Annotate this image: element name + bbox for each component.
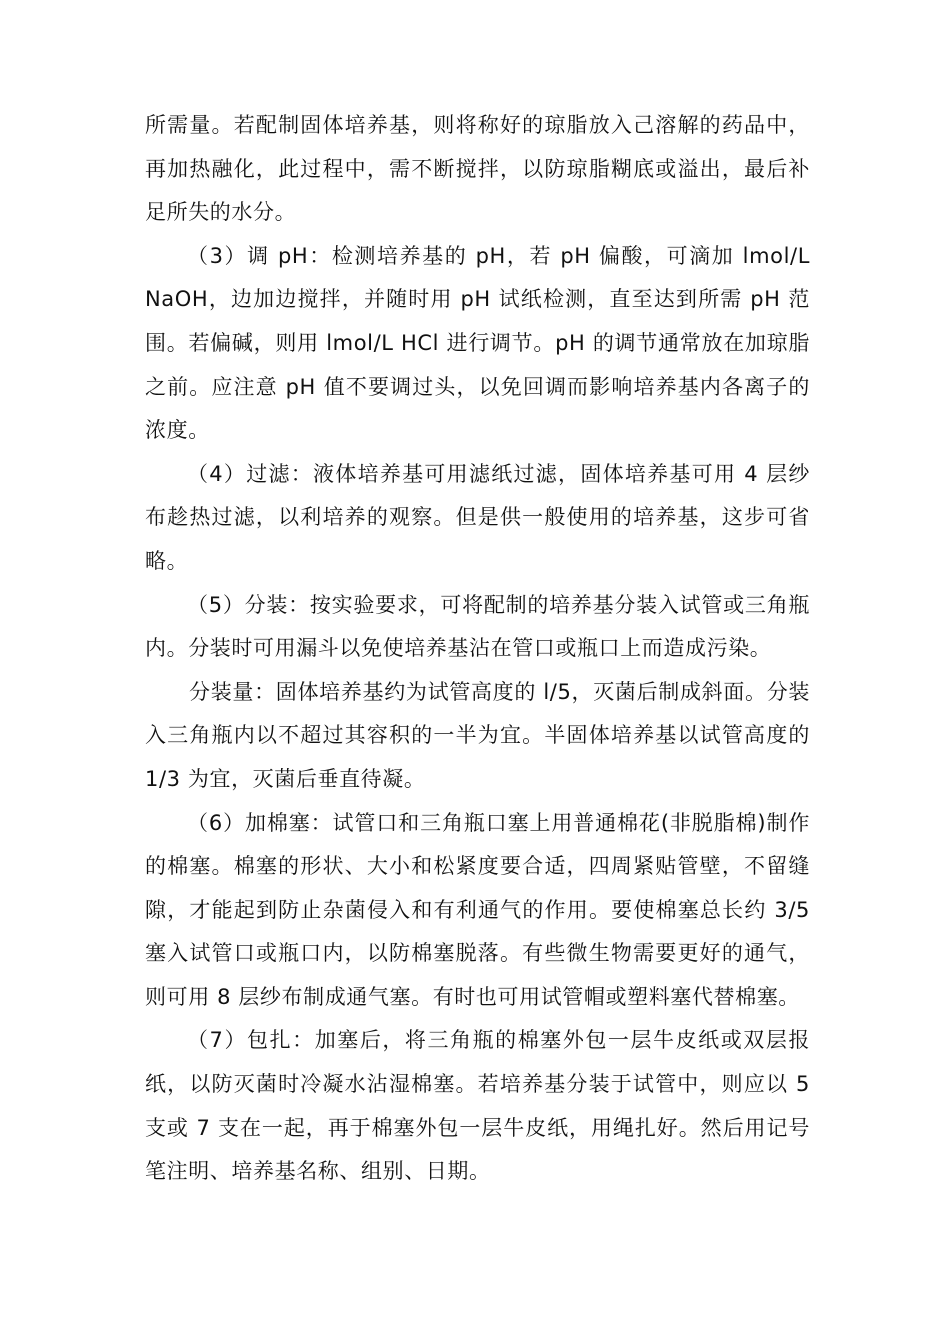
paragraph-step-7-wrapping: （7）包扎：加塞后，将三角瓶的棉塞外包一层牛皮纸或双层报纸，以防灭菌时冷凝水沾湿棉塞。若培养基分装于试管中，则应以 5 支或 7 支在一起，再于棉塞外包一层牛皮纸，用绳扎好。然后用记号笔注明、培养基名称、组别、日期。: [145, 1028, 810, 1184]
paragraph-step-6-cotton-plug: （6）加棉塞：试管口和三角瓶口塞上用普通棉花(非脱脂棉)制作的棉塞。棉塞的形状、大小和松紧度要合适，四周紧贴管壁，不留缝隙，才能起到防止杂菌侵入和有利通气的作用。要使棉塞总长约 3/5 塞入试管口或瓶口内，以防棉塞脱落。有些微生物需要更好的通气，则可用 8 层纱布制成通气塞。有时也可用试管帽或塑料塞代替棉塞。: [145, 810, 810, 1009]
paragraph-step-5-dispense: （5）分装：按实验要求，可将配制的培养基分装入试管或三角瓶内。分装时可用漏斗以免使培养基沾在管口或瓶口上而造成污染。: [145, 592, 810, 661]
paragraph-step-3-adjust-ph: （3）调 pH：检测培养基的 pH，若 pH 偏酸，可滴加 lmol/L NaOH，边加边搅拌，并随时用 pH 试纸检测，直至达到所需 pH 范围。若偏碱，则用 lmol/L HCl 进行调节。pH 的调节通常放在加琼脂之前。应注意 pH 值不要调过头，以免回调而影响培养基内各离子的浓度。: [145, 243, 810, 443]
paragraph-dispense-amount: 分装量：固体培养基约为试管高度的 l/5，灭菌后制成斜面。分装入三角瓶内以不超过其容积的一半为宜。半固体培养基以试管高度的 1/3 为宜，灭菌后垂直待凝。: [145, 679, 810, 791]
paragraph-step-4-filter: （4）过滤：液体培养基可用滤纸过滤，固体培养基可用 4 层纱布趁热过滤，以利培养的观察。但是供一般使用的培养基，这步可省略。: [145, 461, 810, 573]
document-body: [145, 104, 810, 1194]
paragraph-continuation: 所需量。若配制固体培养基，则将称好的琼脂放入己溶解的药品中，再加热融化，此过程中，需不断搅拌，以防琼脂糊底或溢出，最后补足所失的水分。: [145, 113, 810, 225]
